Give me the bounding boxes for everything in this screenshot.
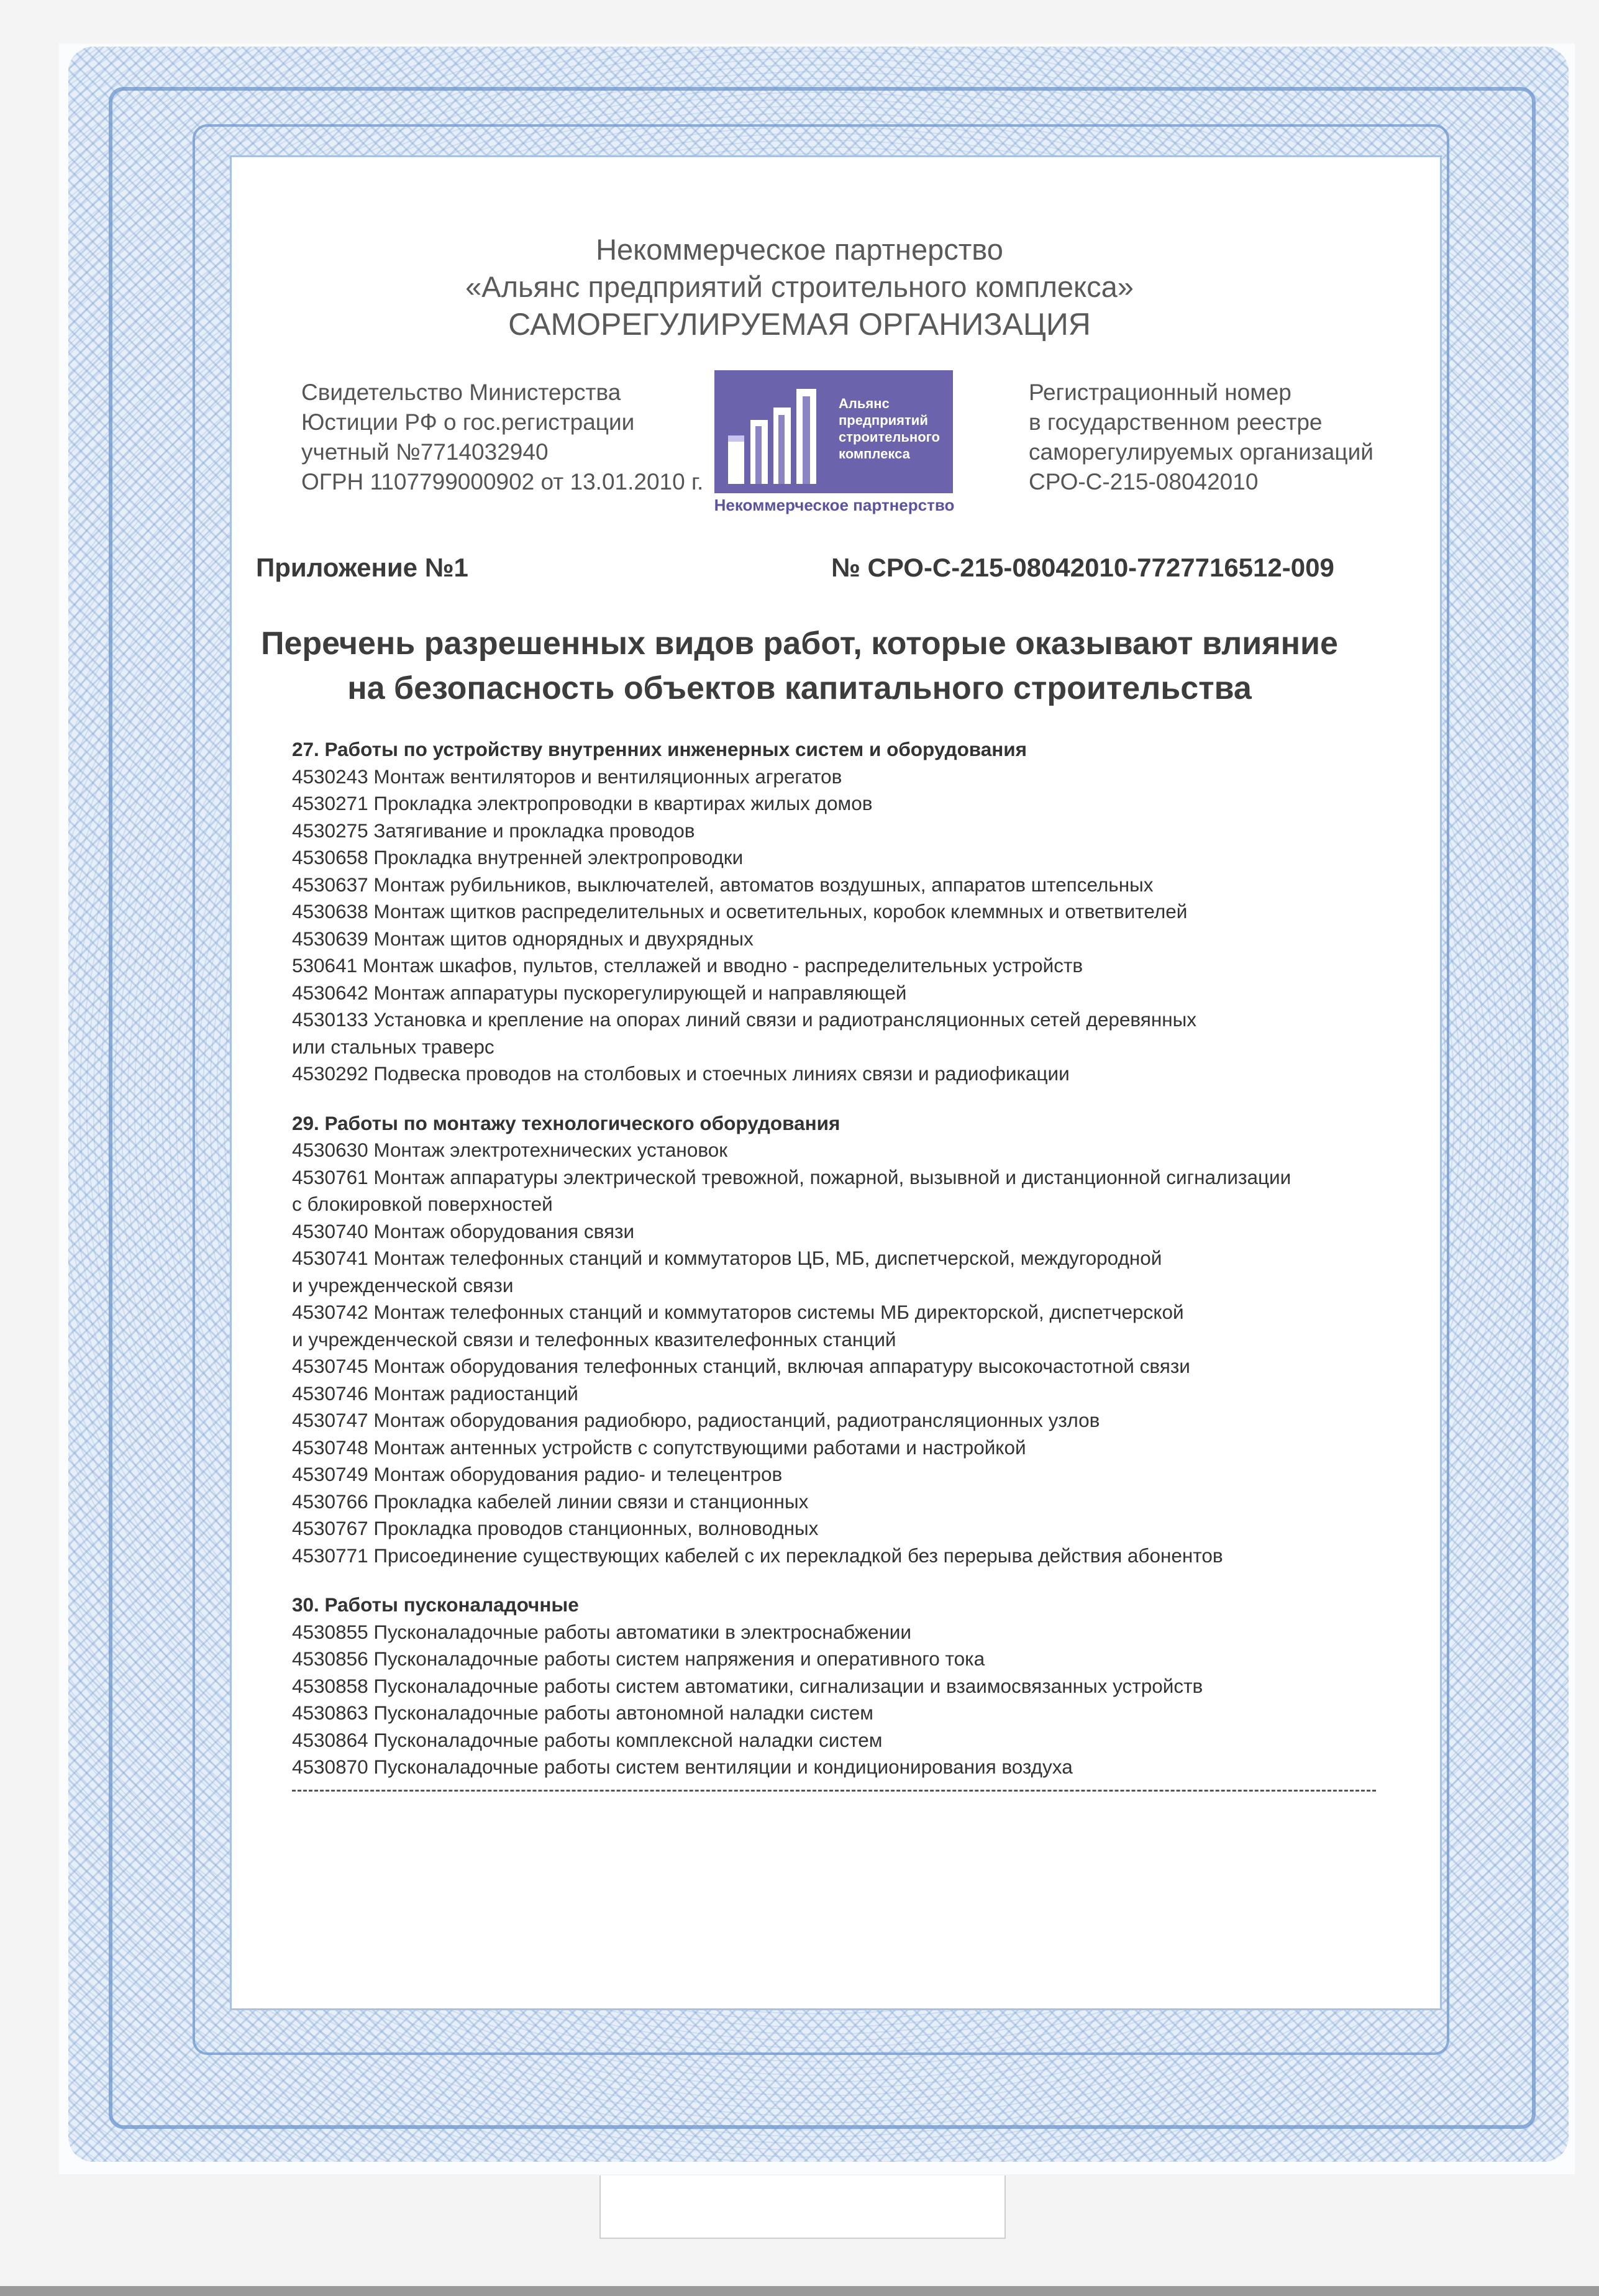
work-item: 4530742 Монтаж телефонных станций и коммутаторов системы МБ директорской, диспетчерской <box>292 1301 1184 1323</box>
work-item: 4530748 Монтаж антенных устройств с сопутствующими работами и настройкой <box>292 1436 1026 1459</box>
right-line: СРО-С-215-08042010 <box>1029 469 1259 494</box>
work-item: 530641 Монтаж шкафов, пультов, стеллажей и вводно - распределительных устройств <box>292 954 1083 977</box>
work-item: 4530746 Монтаж радиостанций <box>292 1382 578 1405</box>
work-section <box>292 736 1385 1088</box>
work-item: с блокировкой поверхностей <box>292 1193 553 1215</box>
buildings-icon <box>714 370 839 493</box>
work-item: и учрежденческой связи и телефонных квазителефонных станций <box>292 1328 896 1351</box>
right-line: Регистрационный номер <box>1029 380 1292 405</box>
left-line: ОГРН 1107799000902 от 13.01.2010 г. <box>301 469 704 494</box>
organization-header <box>0 231 1599 343</box>
document-title <box>0 621 1599 711</box>
work-item: 4530771 Присоединение существующих кабелей с их перекладкой без перерыва действия абонентов <box>292 1544 1223 1567</box>
left-line: Свидетельство Министерства <box>301 380 621 405</box>
work-item: 4530766 Прокладка кабелей линии связи и станционных <box>292 1490 809 1513</box>
work-item: 4530864 Пусконаладочные работы комплексной наладки систем <box>292 1728 883 1751</box>
work-item: 4530639 Монтаж щитов однорядных и двухрядных <box>292 927 754 950</box>
ministry-certificate-block <box>301 378 703 497</box>
annex-number: № СРО-С-215-08042010-7727716512-009 <box>831 553 1334 582</box>
logo-text <box>839 395 940 462</box>
work-item: 4530642 Монтаж аппаратуры пускорегулирующей и направляющей <box>292 981 907 1004</box>
work-item: 4530638 Монтаж щитков распределительных и осветительных, коробок клеммных и ответвителей <box>292 900 1188 922</box>
organization-logo <box>714 370 953 493</box>
logo-text-line: предприятий <box>839 412 928 428</box>
work-item: 4530856 Пусконаладочные работы систем напряжения и оперативного тока <box>292 1647 985 1670</box>
scan-edge <box>0 2286 1599 2296</box>
work-item: 4530133 Установка и крепление на опорах линий связи и радиотрансляционных сетей деревянных <box>292 1008 1197 1031</box>
title-line-2: на безопасность объектов капитального строительства <box>347 670 1252 706</box>
left-line: Юстиции РФ о гос.регистрации <box>301 409 635 435</box>
work-item: или стальных траверс <box>292 1035 494 1058</box>
left-line: учетный №7714032940 <box>301 439 549 465</box>
section-title: 29. Работы по монтажу технологического оборудования <box>292 1111 840 1134</box>
work-section <box>292 1110 1385 1570</box>
right-line: саморегулируемых организаций <box>1029 439 1374 465</box>
work-item: 4530275 Затягивание и прокладка проводов <box>292 819 695 842</box>
works-list <box>292 736 1385 1792</box>
section-title: 27. Работы по устройству внутренних инженерных систем и оборудования <box>292 738 1027 760</box>
logo-text-line: Альянс <box>839 396 890 411</box>
work-item: 4530271 Прокладка электропроводки в квартирах жилых домов <box>292 792 873 814</box>
work-item: 4530855 Пусконаладочные работы автоматики в электроснабжении <box>292 1620 911 1643</box>
annex-label: Приложение №1 <box>256 553 468 582</box>
work-item: 4530741 Монтаж телефонных станций и коммутаторов ЦБ, МБ, диспетчерской, междугородной <box>292 1247 1162 1269</box>
work-item: 4530761 Монтаж аппаратуры электрической тревожной, пожарной, вызывной и дистанционной сигнализации <box>292 1165 1292 1188</box>
work-section <box>292 1592 1385 1781</box>
title-line-1: Перечень разрешенных видов работ, которые оказывают влияние <box>261 626 1338 662</box>
work-item: 4530870 Пусконаладочные работы систем вентиляции и кондиционирования воздуха <box>292 1756 1073 1778</box>
logo-text-line: строительного <box>839 429 940 445</box>
end-divider <box>292 1790 1376 1792</box>
header-line-2: «Альянс предприятий строительного комплекса» <box>465 270 1134 303</box>
work-item: и учрежденческой связи <box>292 1273 514 1296</box>
logo-text-line: комплекса <box>839 446 910 462</box>
section-title: 30. Работы пусконаладочные <box>292 1593 579 1616</box>
work-item: 4530292 Подвеска проводов на столбовых и стоечных линиях связи и радиофикации <box>292 1062 1070 1085</box>
work-item: 4530745 Монтаж оборудования телефонных станций, включая аппаратуру высокочастотной связи <box>292 1355 1190 1377</box>
scanner-tab <box>599 2175 1006 2239</box>
logo-caption: Некоммерческое партнерство <box>714 496 955 514</box>
registry-number-block <box>1029 378 1374 497</box>
right-line: в государственном реестре <box>1029 409 1323 435</box>
work-item: 4530658 Прокладка внутренней электропроводки <box>292 846 744 868</box>
work-item: 4530740 Монтаж оборудования связи <box>292 1219 635 1242</box>
work-item: 4530243 Монтаж вентиляторов и вентиляционных агрегатов <box>292 765 842 788</box>
work-item: 4530637 Монтаж рубильников, выключателей, автоматов воздушных, аппаратов штепсельных <box>292 873 1154 896</box>
work-item: 4530767 Прокладка проводов станционных, волноводных <box>292 1517 819 1539</box>
work-item: 4530858 Пусконаладочные работы систем автоматики, сигнализации и взаимосвязанных устройств <box>292 1674 1203 1697</box>
header-line-3: САМОРЕГУЛИРУЕМАЯ ОРГАНИЗАЦИЯ <box>508 307 1091 342</box>
work-item: 4530747 Монтаж оборудования радиобюро, радиостанций, радиотрансляционных узлов <box>292 1409 1100 1431</box>
work-item: 4530863 Пусконаладочные работы автономной наладки систем <box>292 1702 873 1724</box>
work-item: 4530749 Монтаж оборудования радио- и телецентров <box>292 1463 783 1485</box>
header-line-1: Некоммерческое партнерство <box>596 233 1003 266</box>
work-item: 4530630 Монтаж электротехнических установок <box>292 1139 728 1161</box>
